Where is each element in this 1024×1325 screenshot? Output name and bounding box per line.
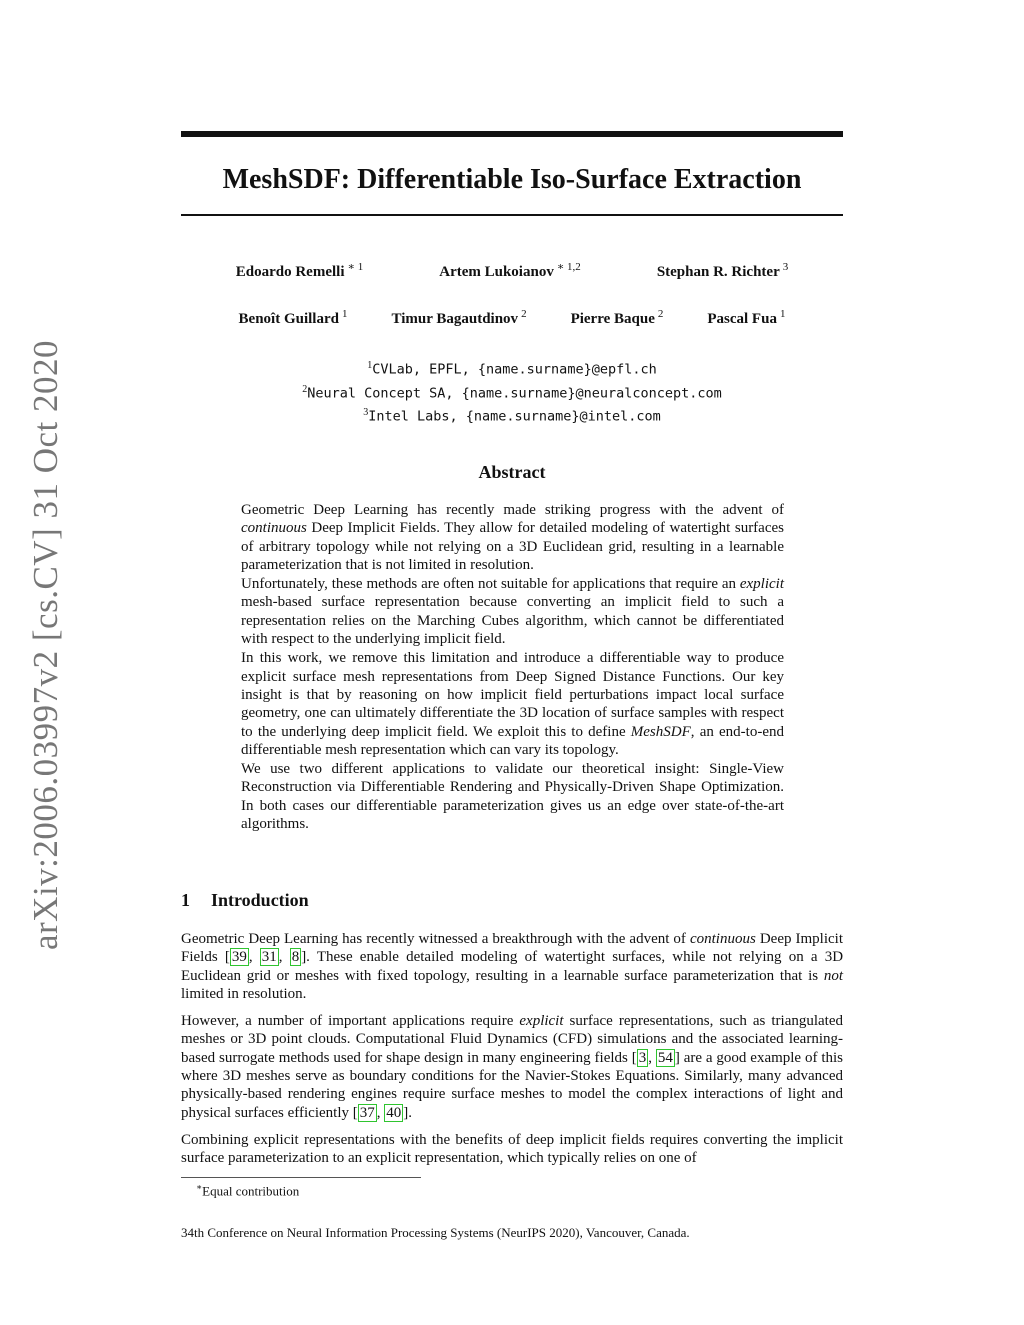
body-paragraph: Geometric Deep Learning has recently witnessed a breakthrough with the advent of continuous Deep Implicit Fields [ 39 , 31 , 8 ]. These enable detailed modeling of watertight surfaces, while not relying on a 3D Euclidean grid or meshes with fixed topology, resulting in a learnable surface parameterization that is not limited in resolution. (181, 931, 844, 1002)
citation-link[interactable]: 39 (231, 949, 247, 966)
arxiv-stamp: arXiv:2006.03997v2 [cs.CV] 31 Oct 2020 (26, 339, 65, 951)
citation-link[interactable]: 3 (638, 1049, 647, 1066)
author: Timur Bagautdinov $^2$ (391, 308, 527, 327)
authors-row-2 (181, 309, 843, 329)
abstract-body (241, 501, 784, 834)
footnote: ∗Equal contribution (196, 1182, 300, 1199)
section-heading: 1 Introduction (181, 890, 309, 910)
affiliation: $^1$CVLab, EPFL, {name.surname}@epfl.ch (367, 360, 657, 378)
author: Artem Lukoianov $^{∗ 1,2}$ (439, 261, 581, 280)
author: Pierre Baque $^2$ (570, 308, 664, 327)
affiliations (181, 356, 843, 427)
body-paragraph: Combining explicit representations with the benefits of deep implicit fields requires converting the implicit surface parameterization to an explicit representation, which typically relies on one of (181, 1131, 843, 1167)
abstract-paragraph: Unfortunately, these methods are often not suitable for applications that require an explicit mesh-based surface representation because converting an implicit field to such a representation relies on the Marching Cubes algorithm, which cannot be differentiated with respect to the underlying implicit field. (241, 576, 784, 648)
author: Stephan R. Richter $^3$ (656, 261, 789, 280)
author: Pascal Fua $^1$ (707, 308, 786, 327)
affiliation: $^2$Neural Concept SA, {name.surname}@neuralconcept.com (302, 383, 722, 401)
citation-link[interactable]: 37 (359, 1104, 375, 1121)
abstract-paragraph: In this work, we remove this limitation and introduce a differentiable way to produce explicit surface mesh representations from Deep Signed Distance Functions. Our key insight is that by reasoning on how implicit field perturbations impact local surface geometry, one can ultimately differentiate the 3D location of surface samples with respect to the underlying deep implicit field. We exploit this to define MeshSDF, an end-to-end differentiable mesh representation which can vary its topology. (241, 650, 784, 758)
introduction-body (181, 930, 843, 1177)
title-rule-bottom (181, 214, 843, 216)
abstract-paragraph: We use two different applications to validate our theoretical insight: Single-View Reconstruction via Differentiable Rendering and Physically-Driven Shape Optimization. In both cases our differentiable parameterization gives us an edge over state-of-the-art algorithms. (241, 761, 784, 833)
citation-link[interactable]: 54 (657, 1049, 673, 1066)
abstract-heading: Abstract (478, 462, 546, 482)
author: Benoît Guillard $^1$ (238, 308, 348, 327)
abstract-paragraph: Geometric Deep Learning has recently made striking progress with the advent of continuous Deep Implicit Fields. They allow for detailed modeling of watertight surfaces of arbitrary topology while not relying on a 3D Euclidean grid, resulting in a learnable parameterization that is not limited in resolution. (241, 502, 784, 573)
paper-title: MeshSDF: Differentiable Iso-Surface Extraction (222, 164, 802, 195)
conference-note: 34th Conference on Neural Information Processing Systems (NeurIPS 2020), Vancouver, Canada. (181, 1225, 690, 1240)
citation-link[interactable]: 40 (386, 1104, 402, 1121)
authors-row-1 (181, 262, 843, 282)
footnote-rule (181, 1177, 421, 1178)
body-paragraph: However, a number of important applications require explicit surface representations, such as triangulated meshes or 3D point clouds. Computational Fluid Dynamics (CFD) simulations and the associated learning-based surrogate methods used for shape design in many engineering fields [ 3 , 54 ] are a good example of this where 3D meshes serve as boundary conditions for the Navier-Stokes Equations. Similarly, many advanced physically-based rendering engines require surface meshes to model the complex interactions of light and physical surfaces efficiently [ 37 , 40 ]. (181, 1013, 844, 1121)
affiliation: $^3$Intel Labs, {name.surname}@intel.com (363, 407, 661, 425)
author: Edoardo Remelli $^{∗ 1}$ (235, 261, 364, 280)
citation-link[interactable]: 31 (261, 949, 277, 966)
title-rule-top (181, 131, 843, 137)
citation-link[interactable]: 8 (291, 949, 300, 966)
